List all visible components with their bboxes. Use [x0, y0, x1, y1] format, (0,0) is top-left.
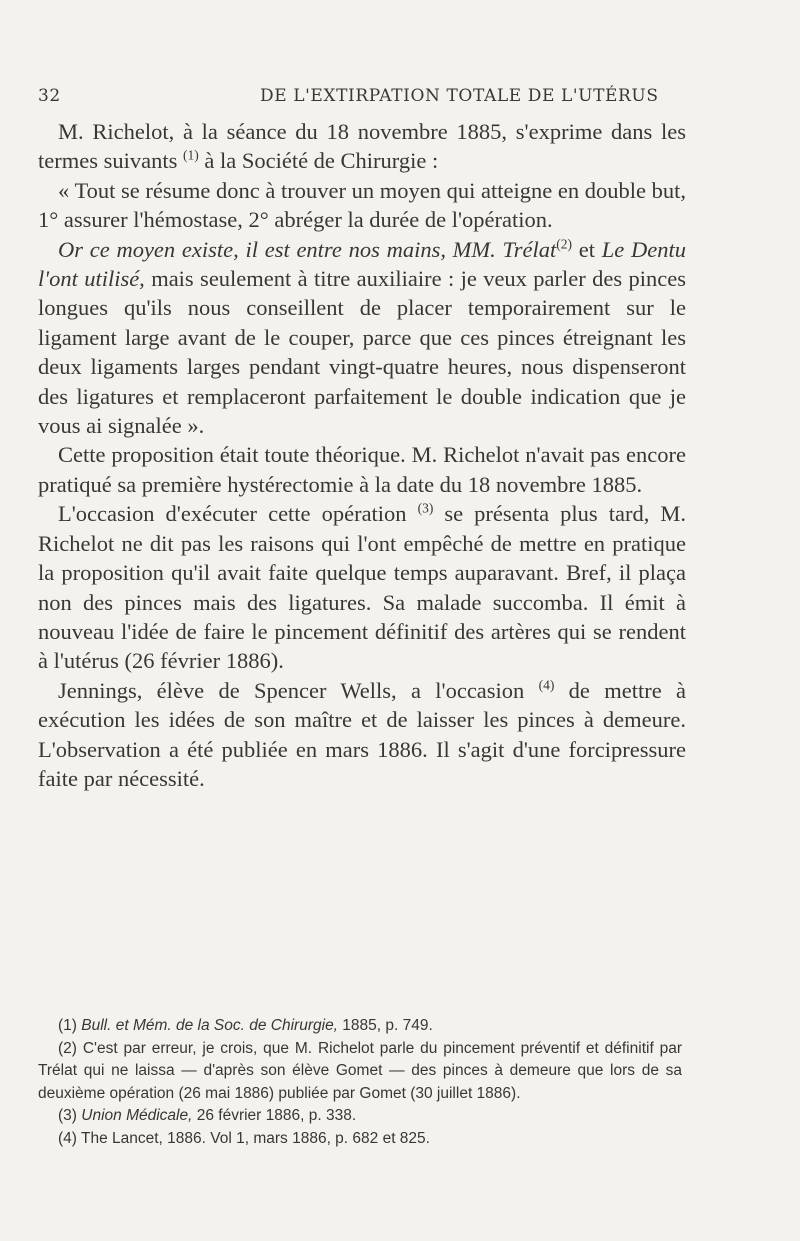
- text-span: Jennings, élève de Spencer Wells, a l'occasion: [58, 677, 525, 703]
- footnote-1: [38, 1015, 682, 1038]
- main-text: [38, 117, 686, 793]
- footnote-mark: (2): [58, 1039, 77, 1057]
- footnote-2: [38, 1038, 682, 1106]
- footnote-4: [38, 1128, 682, 1151]
- text-span: 1885, p. 749.: [338, 1017, 433, 1034]
- page-number: 32: [38, 86, 61, 106]
- paragraph: [38, 235, 686, 441]
- paragraph: [38, 499, 686, 675]
- text-span: et: [572, 236, 602, 262]
- footnote-3: [38, 1105, 682, 1128]
- running-title: DE L'EXTIRPATION TOTALE DE L'UTÉRUS: [260, 86, 659, 106]
- page-header: [38, 86, 680, 110]
- footnote-ref: (3): [417, 500, 434, 516]
- paragraph: [38, 676, 686, 794]
- text-span: 26 février 1886, p. 338.: [192, 1107, 357, 1125]
- text-span: C'est par erreur, je crois, que M. Richelot parle du pincement préventif et définitif par Trélat qui ne laissa — d'après son élève Gomet — des pinces à demeure que lors de sa deuxième opération (26 mai 1886) publiée par Gomet (30 juillet 1886).: [38, 1039, 682, 1102]
- italic-span: Le Dentu l'ont utilisé,: [38, 236, 686, 292]
- text-span: The Lancet, 1886. Vol 1, mars 1886, p. 682 et 825.: [80, 1129, 430, 1147]
- text-span: à la Société de Chirurgie :: [198, 148, 439, 174]
- italic-span: Bull. et Mém. de la Soc. de Chirurgie,: [81, 1017, 338, 1034]
- footnote-mark: (4): [58, 1129, 77, 1147]
- footnote-mark: (3): [58, 1107, 77, 1125]
- text-span: L'occasion d'exécuter cette opération: [58, 501, 407, 527]
- italic-span: Union Médicale,: [81, 1107, 193, 1125]
- text-span: de mettre à exécution les idées de son maître et de laisser les pinces à demeure. L'observation a été publiée en mars 1886. Il s'agit d'une forcipressure faite par nécessité.: [38, 677, 686, 791]
- text-span: se présenta plus tard, M. Richelot ne dit pas les raisons qui l'ont empêché de mettre en pratique la proposition qu'il avait faite quelque temps auparavant. Bref, il plaça non des pinces mais des ligatures. Sa malade succomba. Il émit à nouveau l'idée de faire le pincement définitif des artères qui se rendent à l'utérus (26 février 1886).: [38, 501, 686, 674]
- italic-span: Or ce moyen existe, il est entre nos mains, MM. Trélat: [58, 236, 557, 262]
- paragraph: [38, 117, 686, 176]
- text-span: mais seulement à titre auxiliaire : je veux parler des pinces longues qu'ils nous conseillent de placer temporairement sur le ligament large avant de le couper, parce que ces pinces étreignant les deux ligaments larges pendant vingt-quatre heures, nous dispenseront des ligatures et remplaceront parfaitement le double indication que je vous ai signalée ».: [38, 266, 686, 439]
- footnote-ref: (2): [556, 236, 573, 252]
- footnotes: [38, 1015, 682, 1151]
- text-span: « Tout se résume donc à trouver un moyen qui atteigne en double but, 1° assurer l'hémostase, 2° abréger la durée de l'opération.: [38, 177, 686, 233]
- paragraph: [38, 440, 686, 499]
- footnote-mark: (1): [58, 1017, 77, 1034]
- text-span: Cette proposition était toute théorique. M. Richelot n'avait pas encore pratiqué sa première hystérectomie à la date du 18 novembre 1885.: [38, 442, 686, 497]
- paragraph: [38, 176, 686, 235]
- text-span: M. Richelot, à la séance du 18 novembre 1885, s'exprime dans les termes suivants: [38, 119, 686, 174]
- footnote-ref: (4): [538, 677, 555, 693]
- footnote-ref: (1): [182, 147, 199, 163]
